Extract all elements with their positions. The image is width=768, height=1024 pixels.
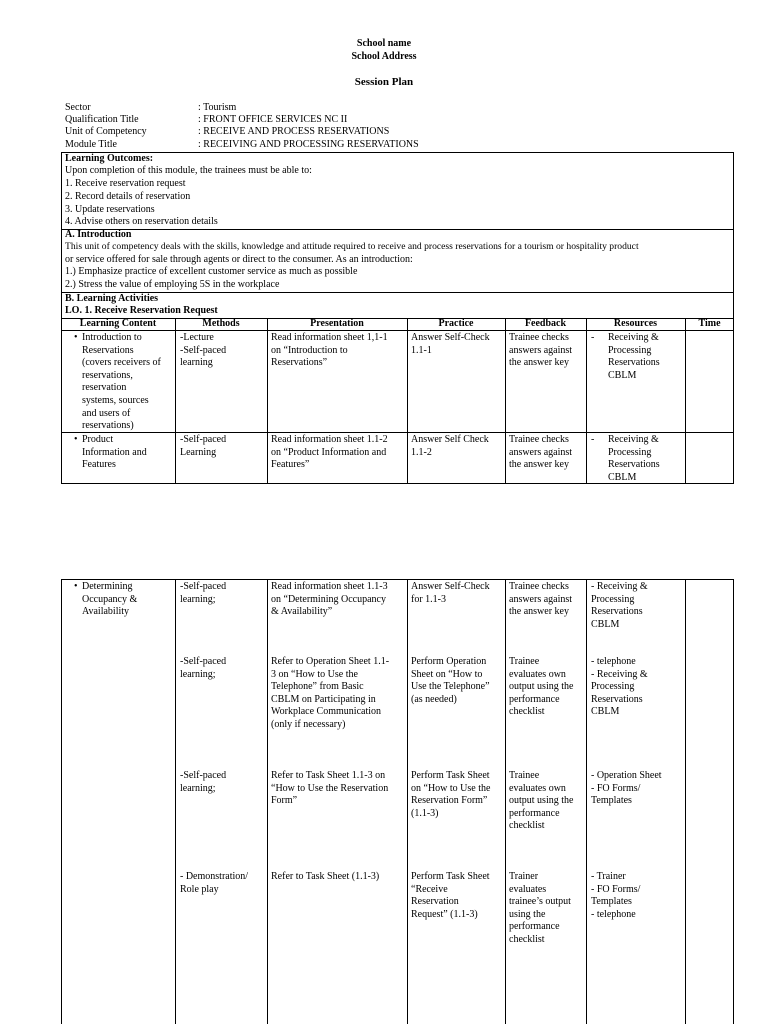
- learning-outcomes-intro: Upon completion of this module, the trainees must be able to:: [65, 165, 312, 176]
- bullet-icon: •: [74, 332, 78, 343]
- learning-activities-heading: B. Learning Activities: [65, 293, 159, 304]
- column-line: [586, 318, 587, 484]
- meta-value: : FRONT OFFICE SERVICES NC II: [198, 114, 348, 125]
- col-header-methods: Methods: [202, 318, 240, 329]
- introduction-point: 1.) Emphasize practice of excellent customer service as much as possible: [65, 266, 358, 277]
- introduction-heading: A. Introduction: [65, 229, 132, 240]
- feedback-cell: Trainee checks answers against the answer key: [509, 434, 573, 471]
- learning-content-text: Introduction to Reservations (covers receivers of reservations, reservation systems, sources and users of reservations): [82, 332, 161, 432]
- learning-outcomes-heading: Learning Outcomes:: [65, 153, 154, 164]
- methods-cell: -Self-paced learning;: [180, 581, 227, 605]
- learning-outcome-item: 3. Update reservations: [65, 204, 155, 215]
- methods-cell: -Self-paced Learning: [180, 434, 227, 458]
- school-name: School name: [356, 38, 412, 49]
- presentation-cell: Read information sheet 1,1-1 on “Introduction to Reservations”: [271, 332, 388, 369]
- resources-cell: - Receiving & Processing Reservations CBLM: [591, 581, 648, 630]
- learning-content-text: Determining Occupancy & Availability: [82, 581, 138, 618]
- column-line: [586, 579, 587, 1024]
- feedback-cell: Trainee evaluates own output using the performance checklist: [509, 656, 574, 718]
- learning-outcome-item: 2. Record details of reservation: [65, 191, 191, 202]
- presentation-cell: Read information sheet 1.1-3 on “Determining Occupancy & Availability”: [271, 581, 388, 618]
- feedback-cell: Trainee evaluates own output using the performance checklist: [509, 770, 574, 832]
- meta-value: : RECEIVING AND PROCESSING RESERVATIONS: [198, 139, 419, 150]
- learning-outcome-item: 1. Receive reservation request: [65, 178, 186, 189]
- bullet-icon: •: [74, 581, 78, 592]
- col-header-feedback: Feedback: [524, 318, 567, 329]
- col-header-practice: Practice: [438, 318, 474, 329]
- introduction-point: 2.) Stress the value of employing 5S in the workplace: [65, 279, 280, 290]
- column-line: [267, 318, 268, 484]
- dash-icon: -: [591, 434, 595, 445]
- meta-key: Unit of Competency: [65, 126, 147, 137]
- practice-cell: Answer Self-Check for 1.1-3: [411, 581, 490, 605]
- practice-cell: Answer Self-Check 1.1-1: [411, 332, 490, 356]
- column-line: [267, 579, 268, 1024]
- resources-cell: - Operation Sheet - FO Forms/ Templates: [591, 770, 662, 807]
- column-line: [505, 579, 506, 1024]
- meta-unit: [65, 126, 505, 139]
- resources-cell: - telephone - Receiving & Processing Reservations CBLM: [591, 656, 648, 718]
- feedback-cell: Trainee checks answers against the answer key: [509, 332, 573, 369]
- dash-icon: -: [591, 332, 595, 343]
- resources-cell: - Trainer - FO Forms/ Templates - telephone: [591, 871, 641, 920]
- lo-heading: LO. 1. Receive Reservation Request: [65, 305, 218, 316]
- col-header-presentation: Presentation: [310, 318, 364, 329]
- meta-module: [65, 139, 505, 152]
- presentation-cell: Refer to Operation Sheet 1.1- 3 on “How to Use the Telephone” from Basic CBLM on Participating in Workplace Communication (only if necessary): [271, 656, 390, 730]
- presentation-cell: Read information sheet 1.1-2 on “Product Information and Features”: [271, 434, 388, 471]
- column-line: [685, 318, 686, 484]
- methods-cell: -Self-paced learning;: [180, 770, 227, 794]
- introduction-text: This unit of competency deals with the skills, knowledge and attitude required to receive and process reservations for a tourism or hospitality product: [65, 241, 639, 252]
- methods-cell: -Self-paced learning;: [180, 656, 227, 680]
- column-line: [407, 318, 408, 484]
- learning-outcome-item: 4. Advise others on reservation details: [65, 216, 218, 227]
- practice-cell: Answer Self Check 1.1-2: [411, 434, 489, 458]
- divider: [61, 229, 734, 230]
- presentation-cell: Refer to Task Sheet 1.1-3 on “How to Use the Reservation Form”: [271, 770, 389, 807]
- col-header-resources: Resources: [613, 318, 658, 329]
- column-line: [175, 579, 176, 1024]
- school-address: School Address: [351, 51, 417, 62]
- meta-value: : RECEIVE AND PROCESS RESERVATIONS: [198, 126, 390, 137]
- divider: [61, 292, 734, 293]
- methods-cell: - Demonstration/ Role play: [180, 871, 249, 895]
- column-line: [685, 579, 686, 1024]
- document-title: Session Plan: [354, 76, 414, 88]
- bullet-icon: •: [74, 434, 78, 445]
- column-line: [505, 318, 506, 484]
- divider: [61, 432, 734, 433]
- practice-cell: Perform Task Sheet “Receive Reservation Request” (1.1-3): [411, 871, 490, 920]
- meta-key: Qualification Title: [65, 114, 139, 125]
- column-line: [407, 579, 408, 1024]
- feedback-cell: Trainer evaluates trainee’s output using the performance checklist: [509, 871, 571, 945]
- resources-text: Receiving & Processing Reservations CBLM: [608, 332, 660, 381]
- col-header-learning-content: Learning Content: [79, 318, 157, 329]
- meta-value: : Tourism: [198, 102, 237, 113]
- feedback-cell: Trainee checks answers against the answer key: [509, 581, 573, 618]
- presentation-cell: Refer to Task Sheet (1.1-3): [271, 871, 380, 882]
- introduction-text: or service offered for sale through agents or direct to the consumer. As an introduction:: [65, 254, 413, 265]
- meta-key: Module Title: [65, 139, 117, 150]
- practice-cell: Perform Operation Sheet on “How to Use the Telephone” (as needed): [411, 656, 490, 705]
- resources-text: Receiving & Processing Reservations CBLM: [608, 434, 660, 483]
- learning-content-text: Product Information and Features: [82, 434, 147, 471]
- practice-cell: Perform Task Sheet on “How to Use the Reservation Form” (1.1-3): [411, 770, 491, 819]
- column-line: [175, 318, 176, 484]
- col-header-time: Time: [698, 318, 721, 329]
- meta-key: Sector: [65, 102, 91, 113]
- methods-cell: -Lecture -Self-paced learning: [180, 332, 227, 369]
